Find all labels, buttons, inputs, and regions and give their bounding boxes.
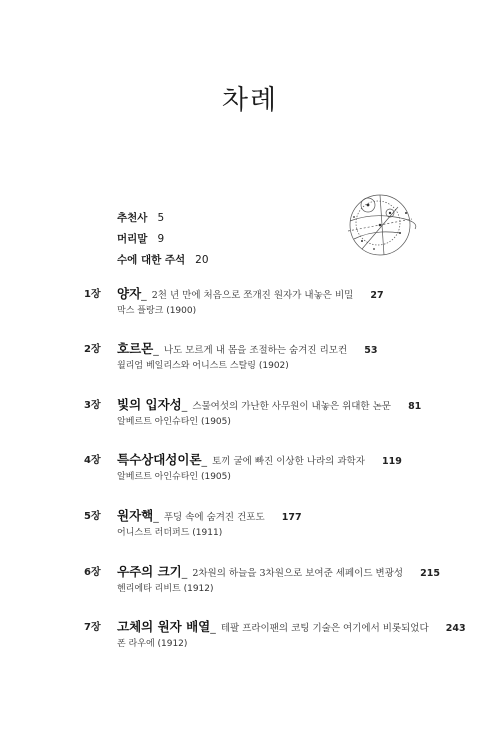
chapter-page: 177 (281, 512, 302, 523)
chapter-author: 알베르트 아인슈타인 (1905) (117, 417, 231, 427)
front-matter-page: 5 (157, 212, 165, 224)
chapter-entry[interactable] (0, 396, 500, 436)
chapter-author: 막스 플랑크 (1900) (117, 306, 197, 316)
chapter-entry[interactable] (0, 451, 500, 491)
chapter-number: 7장 (84, 622, 101, 633)
front-matter-label: 머리말 (117, 233, 148, 245)
front-matter-item[interactable] (117, 231, 209, 252)
chapter-entry[interactable] (0, 618, 500, 658)
chapter-subtitle: 나도 모르게 내 몸을 조절하는 숨겨진 리모컨 (163, 345, 348, 356)
chapter-page: 215 (420, 568, 440, 579)
chapter-number: 1장 (84, 289, 101, 300)
chapter-number: 5장 (84, 511, 101, 522)
chapter-author: 헨리에타 리비트 (1912) (117, 584, 214, 594)
chapter-subtitle: 테팔 프라이팬의 코팅 기술은 여기에서 비롯되었다 (220, 623, 429, 634)
chapter-entry[interactable] (0, 507, 500, 547)
chapter-subtitle: 스물여섯의 가난한 사무원이 내놓은 위대한 논문 (192, 401, 391, 412)
chapter-title: 호르몬 (117, 341, 154, 356)
chapter-author: 어니스트 러더퍼드 (1911) (117, 528, 223, 538)
chapter-title: 원자핵 (117, 508, 154, 523)
chapter-page: 27 (370, 290, 384, 301)
chapter-author: 폰 라우에 (1912) (117, 639, 188, 649)
chapter-number: 2장 (84, 344, 101, 355)
chapter-page: 119 (381, 456, 402, 467)
chapter-separator: _ (210, 621, 216, 634)
chapter-separator: _ (181, 399, 188, 412)
chapter-entry[interactable] (0, 340, 500, 380)
chapter-entry[interactable] (0, 563, 500, 603)
chapter-subtitle: 토끼 굴에 빠진 이상한 나라의 과학자 (212, 456, 365, 467)
front-matter-item[interactable] (117, 252, 209, 273)
chapter-entry[interactable] (0, 285, 500, 325)
chapter-author: 윌리엄 베일리스와 어니스트 스탈링 (1902) (117, 361, 289, 371)
chapter-title: 고체의 원자 배열 (117, 619, 211, 634)
chapter-title: 양자 (117, 286, 142, 301)
chapter-title: 빛의 입자성 (117, 397, 182, 412)
front-matter-label: 추천사 (117, 212, 148, 224)
orbit-sketch-illustration (340, 183, 430, 267)
chapter-number: 4장 (84, 455, 101, 466)
chapter-author: 알베르트 아인슈타인 (1905) (117, 472, 231, 482)
chapter-page: 53 (364, 345, 378, 356)
chapter-separator: _ (181, 566, 188, 579)
chapter-separator: _ (153, 510, 159, 523)
chapter-separator: _ (153, 343, 159, 356)
chapter-separator: _ (141, 288, 147, 301)
page-title: 차례 (221, 85, 279, 116)
chapter-title: 특수상대성이론 (117, 452, 202, 467)
front-matter-page: 9 (157, 233, 165, 245)
front-matter-list (117, 210, 209, 273)
chapter-page: 243 (445, 623, 466, 634)
chapter-subtitle: 2천 년 만에 처음으로 쪼개진 원자가 내놓은 비밀 (151, 290, 354, 301)
chapter-separator: _ (201, 454, 208, 467)
front-matter-item[interactable] (117, 210, 209, 231)
front-matter-page: 20 (195, 254, 209, 266)
chapter-subtitle: 푸딩 속에 숨겨진 건포도 (163, 512, 265, 523)
chapter-number: 6장 (84, 567, 101, 578)
chapter-number: 3장 (84, 400, 101, 411)
chapter-subtitle: 2차원의 하늘을 3차원으로 보여준 세페이드 변광성 (192, 568, 404, 579)
chapter-page: 81 (408, 401, 422, 412)
chapter-title: 우주의 크기 (117, 564, 182, 579)
front-matter-label: 수에 대한 주석 (117, 254, 186, 266)
